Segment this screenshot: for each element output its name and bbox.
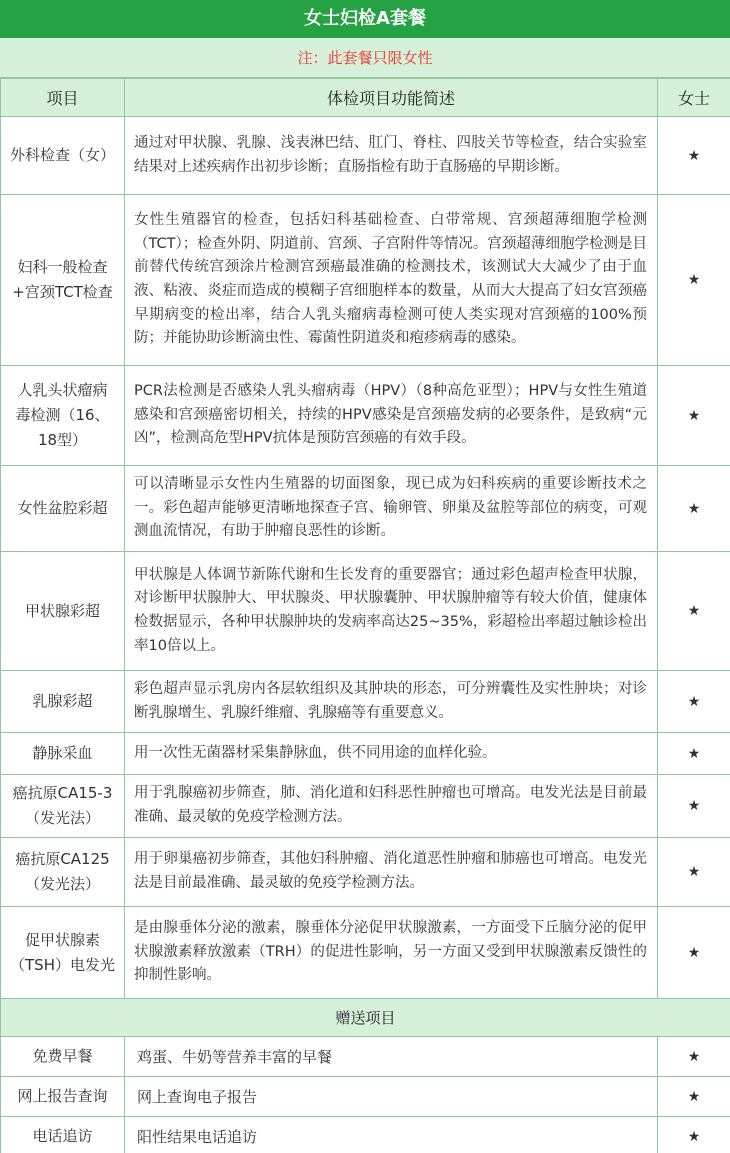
table-row xyxy=(1,838,730,907)
star-icon: ★ xyxy=(658,366,730,466)
item-desc: 可以清晰显示女性内生殖器的切面图象，现已成为妇科疾病的重要诊断技术之一。彩色超声能够更清晰地探查子宫、输卵管、卵巢及盆腔等部位的病变，可观测血流情况，有助于肿瘤良恶性的诊断。 xyxy=(125,466,658,552)
item-name: 人乳头状瘤病毒检测（16、18型） xyxy=(1,366,125,466)
gift-desc: 阳性结果电话追访 xyxy=(125,1117,658,1153)
gift-desc: 网上查询电子报告 xyxy=(125,1077,658,1117)
table-row xyxy=(1,1117,730,1153)
star-icon: ★ xyxy=(658,1117,730,1153)
exam-table xyxy=(0,78,730,1153)
star-icon: ★ xyxy=(658,195,730,366)
item-name: 乳腺彩超 xyxy=(1,671,125,733)
gift-desc: 鸡蛋、牛奶等营养丰富的早餐 xyxy=(125,1037,658,1077)
item-desc: 通过对甲状腺、乳腺、浅表淋巴结、肛门、脊柱、四肢关节等检查，结合实验室结果对上述疾病作出初步诊断；直肠指检有助于直肠癌的早期诊断。 xyxy=(125,117,658,195)
gift-name: 免费早餐 xyxy=(1,1037,125,1077)
item-name: 癌抗原CA125（发光法） xyxy=(1,838,125,907)
star-icon: ★ xyxy=(658,552,730,671)
star-icon: ★ xyxy=(658,733,730,775)
item-desc: 用一次性无菌器材采集静脉血，供不同用途的血样化验。 xyxy=(125,733,658,775)
gift-section-title: 赠送项目 xyxy=(1,999,730,1037)
item-desc: 用于卵巢癌初步筛查，其他妇科肿瘤、消化道恶性肿瘤和肺癌也可增高。电发光法是目前最准确、最灵敏的免疫学检测方法。 xyxy=(125,838,658,907)
table-row xyxy=(1,366,730,466)
header-item: 项目 xyxy=(1,79,125,117)
table-row xyxy=(1,195,730,366)
table-row xyxy=(1,1037,730,1077)
table-row xyxy=(1,466,730,552)
item-desc: 甲状腺是人体调节新陈代谢和生长发育的重要器官；通过彩色超声检查甲状腺，对诊断甲状腺肿大、甲状腺炎、甲状腺囊肿、甲状腺肿瘤等有较大价值，健康体检数据显示，各种甲状腺肿块的发病率高达25~35%，彩超检出率超过触诊检出率10倍以上。 xyxy=(125,552,658,671)
header-gender: 女士 xyxy=(658,79,730,117)
table-header-row xyxy=(1,79,730,117)
item-name: 女性盆腔彩超 xyxy=(1,466,125,552)
gift-name: 电话追访 xyxy=(1,1117,125,1153)
item-desc: 是由腺垂体分泌的激素，腺垂体分泌促甲状腺激素，一方面受下丘脑分泌的促甲状腺激素释放激素（TRH）的促进性影响，另一方面又受到甲状腺激素反馈性的抑制性影响。 xyxy=(125,907,658,999)
page-title: 女士妇检A套餐 xyxy=(0,0,730,38)
item-name: 癌抗原CA15-3（发光法） xyxy=(1,775,125,838)
star-icon: ★ xyxy=(658,466,730,552)
star-icon: ★ xyxy=(658,1077,730,1117)
table-row xyxy=(1,117,730,195)
table-row xyxy=(1,552,730,671)
item-desc: PCR法检测是否感染人乳头瘤病毒（HPV）（8种高危亚型）；HPV与女性生殖道感染和宫颈癌密切相关，持续的HPV感染是宫颈癌发病的必要条件，是致病“元凶”，检测高危型HPV抗体是预防宫颈癌的有效手段。 xyxy=(125,366,658,466)
star-icon: ★ xyxy=(658,775,730,838)
table-row xyxy=(1,775,730,838)
star-icon: ★ xyxy=(658,838,730,907)
header-desc: 体检项目功能简述 xyxy=(125,79,658,117)
table-row xyxy=(1,1077,730,1117)
item-name: 外科检查（女） xyxy=(1,117,125,195)
item-desc: 女性生殖器官的检查，包括妇科基础检查、白带常规、宫颈超薄细胞学检测（TCT）；检查外阴、阴道前、宫颈、子宫附件等情况。宫颈超薄细胞学检测是目前替代传统宫颈涂片检测宫颈癌最准确的检测技术，该测试大大减少了由于血液、粘液、炎症而造成的模糊子宫细胞样本的数量，从而大大提高了妇女宫颈癌早期病变的检出率，结合人乳头瘤病毒检测可使人类实现对宫颈癌的100%预防；并能协助诊断滴虫性、霉菌性阴道炎和疱疹病毒的感染。 xyxy=(125,195,658,366)
gift-section-row xyxy=(1,999,730,1037)
restriction-note: 注：此套餐只限女性 xyxy=(0,38,730,78)
table-row xyxy=(1,733,730,775)
star-icon: ★ xyxy=(658,117,730,195)
item-name: 妇科一般检查+宫颈TCT检查 xyxy=(1,195,125,366)
item-name: 促甲状腺素（TSH）电发光 xyxy=(1,907,125,999)
item-desc: 彩色超声显示乳房内各层软组织及其肿块的形态，可分辨囊性及实性肿块；对诊断乳腺增生、乳腺纤维瘤、乳腺癌等有重要意义。 xyxy=(125,671,658,733)
star-icon: ★ xyxy=(658,671,730,733)
item-desc: 用于乳腺癌初步筛查，肺、消化道和妇科恶性肿瘤也可增高。电发光法是目前最准确、最灵敏的免疫学检测方法。 xyxy=(125,775,658,838)
table-row xyxy=(1,671,730,733)
table-row xyxy=(1,907,730,999)
star-icon: ★ xyxy=(658,1037,730,1077)
gift-name: 网上报告查询 xyxy=(1,1077,125,1117)
item-name: 甲状腺彩超 xyxy=(1,552,125,671)
star-icon: ★ xyxy=(658,907,730,999)
item-name: 静脉采血 xyxy=(1,733,125,775)
